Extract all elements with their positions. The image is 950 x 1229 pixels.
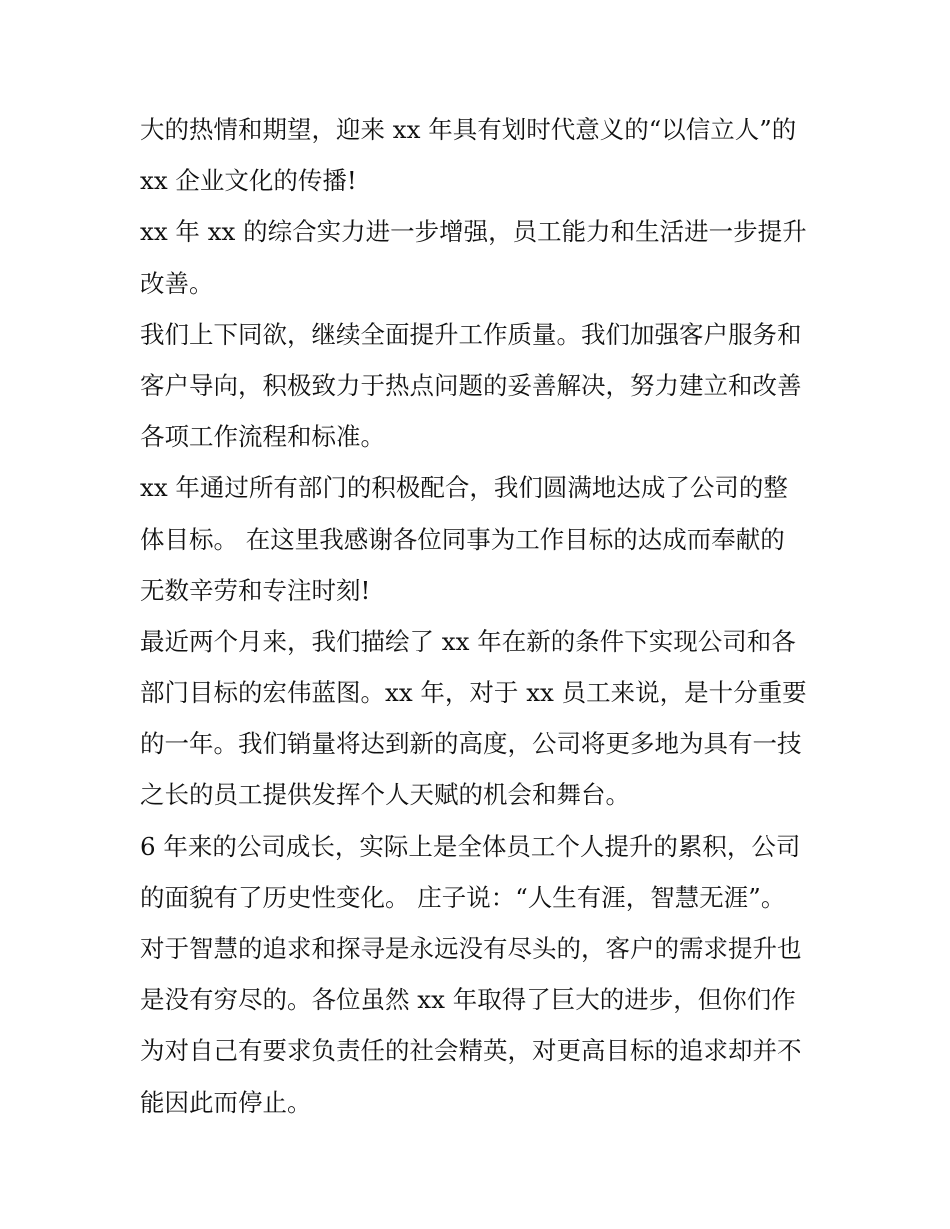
- document-body: [140, 104, 820, 1128]
- text-line: 对于智慧的追求和探寻是永远没有尽头的，客户的需求提升也: [140, 934, 802, 963]
- text-line: 最近两个月来，我们描绘了 xx 年在新的条件下实现公司和各: [140, 626, 796, 656]
- text-line: 的面貌有了历史性变化。 庄子说：“人生有涯，智慧无涯”。: [140, 882, 786, 912]
- text-line: xx 年 xx 的综合实力进一步增强，员工能力和生活进一步提升: [140, 217, 807, 247]
- text-line: 之长的员工提供发挥个人天赋的机会和舞台。: [140, 780, 630, 810]
- text-line: xx 企业文化的传播!: [140, 166, 357, 196]
- text-line: 为对自己有要求负责任的社会精英，对更高目标的追求却并不: [140, 1036, 802, 1066]
- text-line: 大的热情和期望，迎来 xx 年具有划时代意义的“以信立人”的: [140, 115, 797, 144]
- text-line: xx 年通过所有部门的积极配合，我们圆满地达成了公司的整: [140, 473, 788, 503]
- text-line: 6 年来的公司成长，实际上是全体员工个人提升的累积，公司: [140, 831, 801, 861]
- text-line: 无数辛劳和专注时刻!: [140, 575, 371, 605]
- text-line: 是没有穷尽的。各位虽然 xx 年取得了巨大的进步，但你们作: [140, 985, 796, 1015]
- text-line: 客户导向，积极致力于热点问题的妥善解决，努力建立和改善: [140, 370, 802, 400]
- text-line: 各项工作流程和标准。: [140, 422, 385, 452]
- text-line: 部门目标的宏伟蓝图。xx 年，对于 xx 员工来说，是十分重要: [140, 678, 807, 708]
- text-line: 体目标。 在这里我感谢各位同事为工作目标的达成而奉献的: [140, 524, 785, 554]
- text-line: 改善。: [140, 268, 214, 298]
- text-line: 的一年。我们销量将达到新的高度，公司将更多地为具有一技: [140, 729, 802, 759]
- text-line: 能因此而停止。: [140, 1087, 312, 1117]
- text-line: 我们上下同欲，继续全面提升工作质量。我们加强客户服务和: [140, 319, 802, 349]
